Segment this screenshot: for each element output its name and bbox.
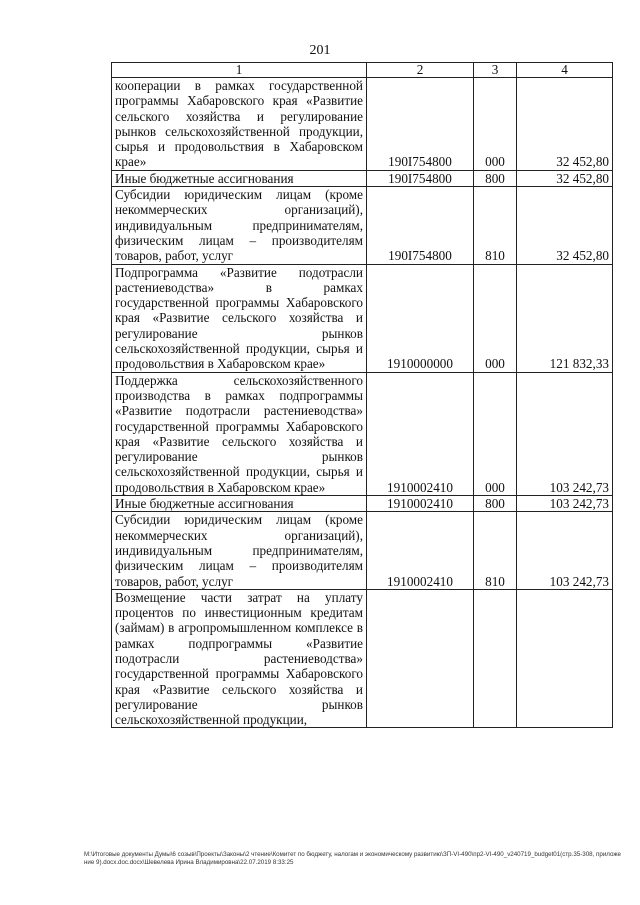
row-code: 1910002410 — [367, 372, 474, 495]
table-row — [112, 187, 613, 264]
row-type: 800 — [474, 170, 517, 186]
row-name: кооперации в рамках государственной программы Хабаровского края «Развитие сельского хозяйства и регулирование рынков сельскохозяйственной продукции, сырья и продовольствия в Хабаровском крае» — [112, 78, 367, 171]
row-code: 1910000000 — [367, 264, 474, 372]
row-code: 1910002410 — [367, 512, 474, 589]
document-path-footer: М:\Итоговые документы Думы\6 созыв\Проекты\Законы\2 чтение\Комитет по бюджету, налогам и экономическому развитию\ЗП-VI-490\пр2-VI-490_v240719_budget01(стр.35-308, приложение 9).docx.doc.docx\Шевелева Ирина Владимировна\22.07.2019 8:33:25 — [84, 851, 621, 866]
row-type — [474, 589, 517, 728]
column-header-3: 3 — [474, 63, 517, 78]
row-type: 800 — [474, 496, 517, 512]
table-row — [112, 78, 613, 171]
budget-table — [111, 62, 613, 728]
row-type: 810 — [474, 187, 517, 264]
row-amount — [517, 589, 613, 728]
row-type: 810 — [474, 512, 517, 589]
row-name: Поддержка сельскохозяйственного производства в рамках подпрограммы «Развитие подотрасли растениеводства» государственной программы Хабаровского края «Развитие сельского хозяйства и регулирование рынков сельскохозяйственной продукции, сырья и продовольствия в Хабаровском крае» — [112, 372, 367, 495]
row-type: 000 — [474, 78, 517, 171]
row-amount: 32 452,80 — [517, 187, 613, 264]
row-code: 1910002410 — [367, 496, 474, 512]
row-name: Иные бюджетные ассигнования — [112, 496, 367, 512]
row-code: 190I754800 — [367, 78, 474, 171]
row-amount: 32 452,80 — [517, 170, 613, 186]
table-row — [112, 170, 613, 186]
row-code: 190I754800 — [367, 170, 474, 186]
row-amount: 103 242,73 — [517, 496, 613, 512]
table-row — [112, 372, 613, 495]
table-header-row — [112, 63, 613, 78]
table-row — [112, 496, 613, 512]
row-name: Возмещение части затрат на уплату процентов по инвестиционным кредитам (займам) в агропромышленном комплексе в рамках подпрограммы «Развитие подотрасли растениеводства» государственной программы Хабаровского края «Развитие сельского хозяйства и регулирование рынков сельскохозяйственной продукции, — [112, 589, 367, 728]
row-name: Субсидии юридическим лицам (кроме некоммерческих организаций), индивидуальным предпринимателям, физическим лицам – производителям товаров, работ, услуг — [112, 512, 367, 589]
row-amount: 32 452,80 — [517, 78, 613, 171]
page-number: 201 — [309, 43, 331, 58]
row-name: Субсидии юридическим лицам (кроме некоммерческих организаций), индивидуальным предпринимателям, физическим лицам – производителям товаров, работ, услуг — [112, 187, 367, 264]
row-name: Иные бюджетные ассигнования — [112, 170, 367, 186]
row-code: 190I754800 — [367, 187, 474, 264]
row-type: 000 — [474, 372, 517, 495]
row-amount: 103 242,73 — [517, 372, 613, 495]
table-row — [112, 512, 613, 589]
table-row — [112, 264, 613, 372]
row-amount: 103 242,73 — [517, 512, 613, 589]
row-type: 000 — [474, 264, 517, 372]
row-amount: 121 832,33 — [517, 264, 613, 372]
row-name: Подпрограмма «Развитие подотрасли растениеводства» в рамках государственной программы Хабаровского края «Развитие сельского хозяйства и регулирование рынков сельскохозяйственной продукции, сырья и продовольствия в Хабаровском крае» — [112, 264, 367, 372]
column-header-4: 4 — [517, 63, 613, 78]
table-row — [112, 589, 613, 728]
row-code — [367, 589, 474, 728]
column-header-1: 1 — [112, 63, 367, 78]
column-header-2: 2 — [367, 63, 474, 78]
